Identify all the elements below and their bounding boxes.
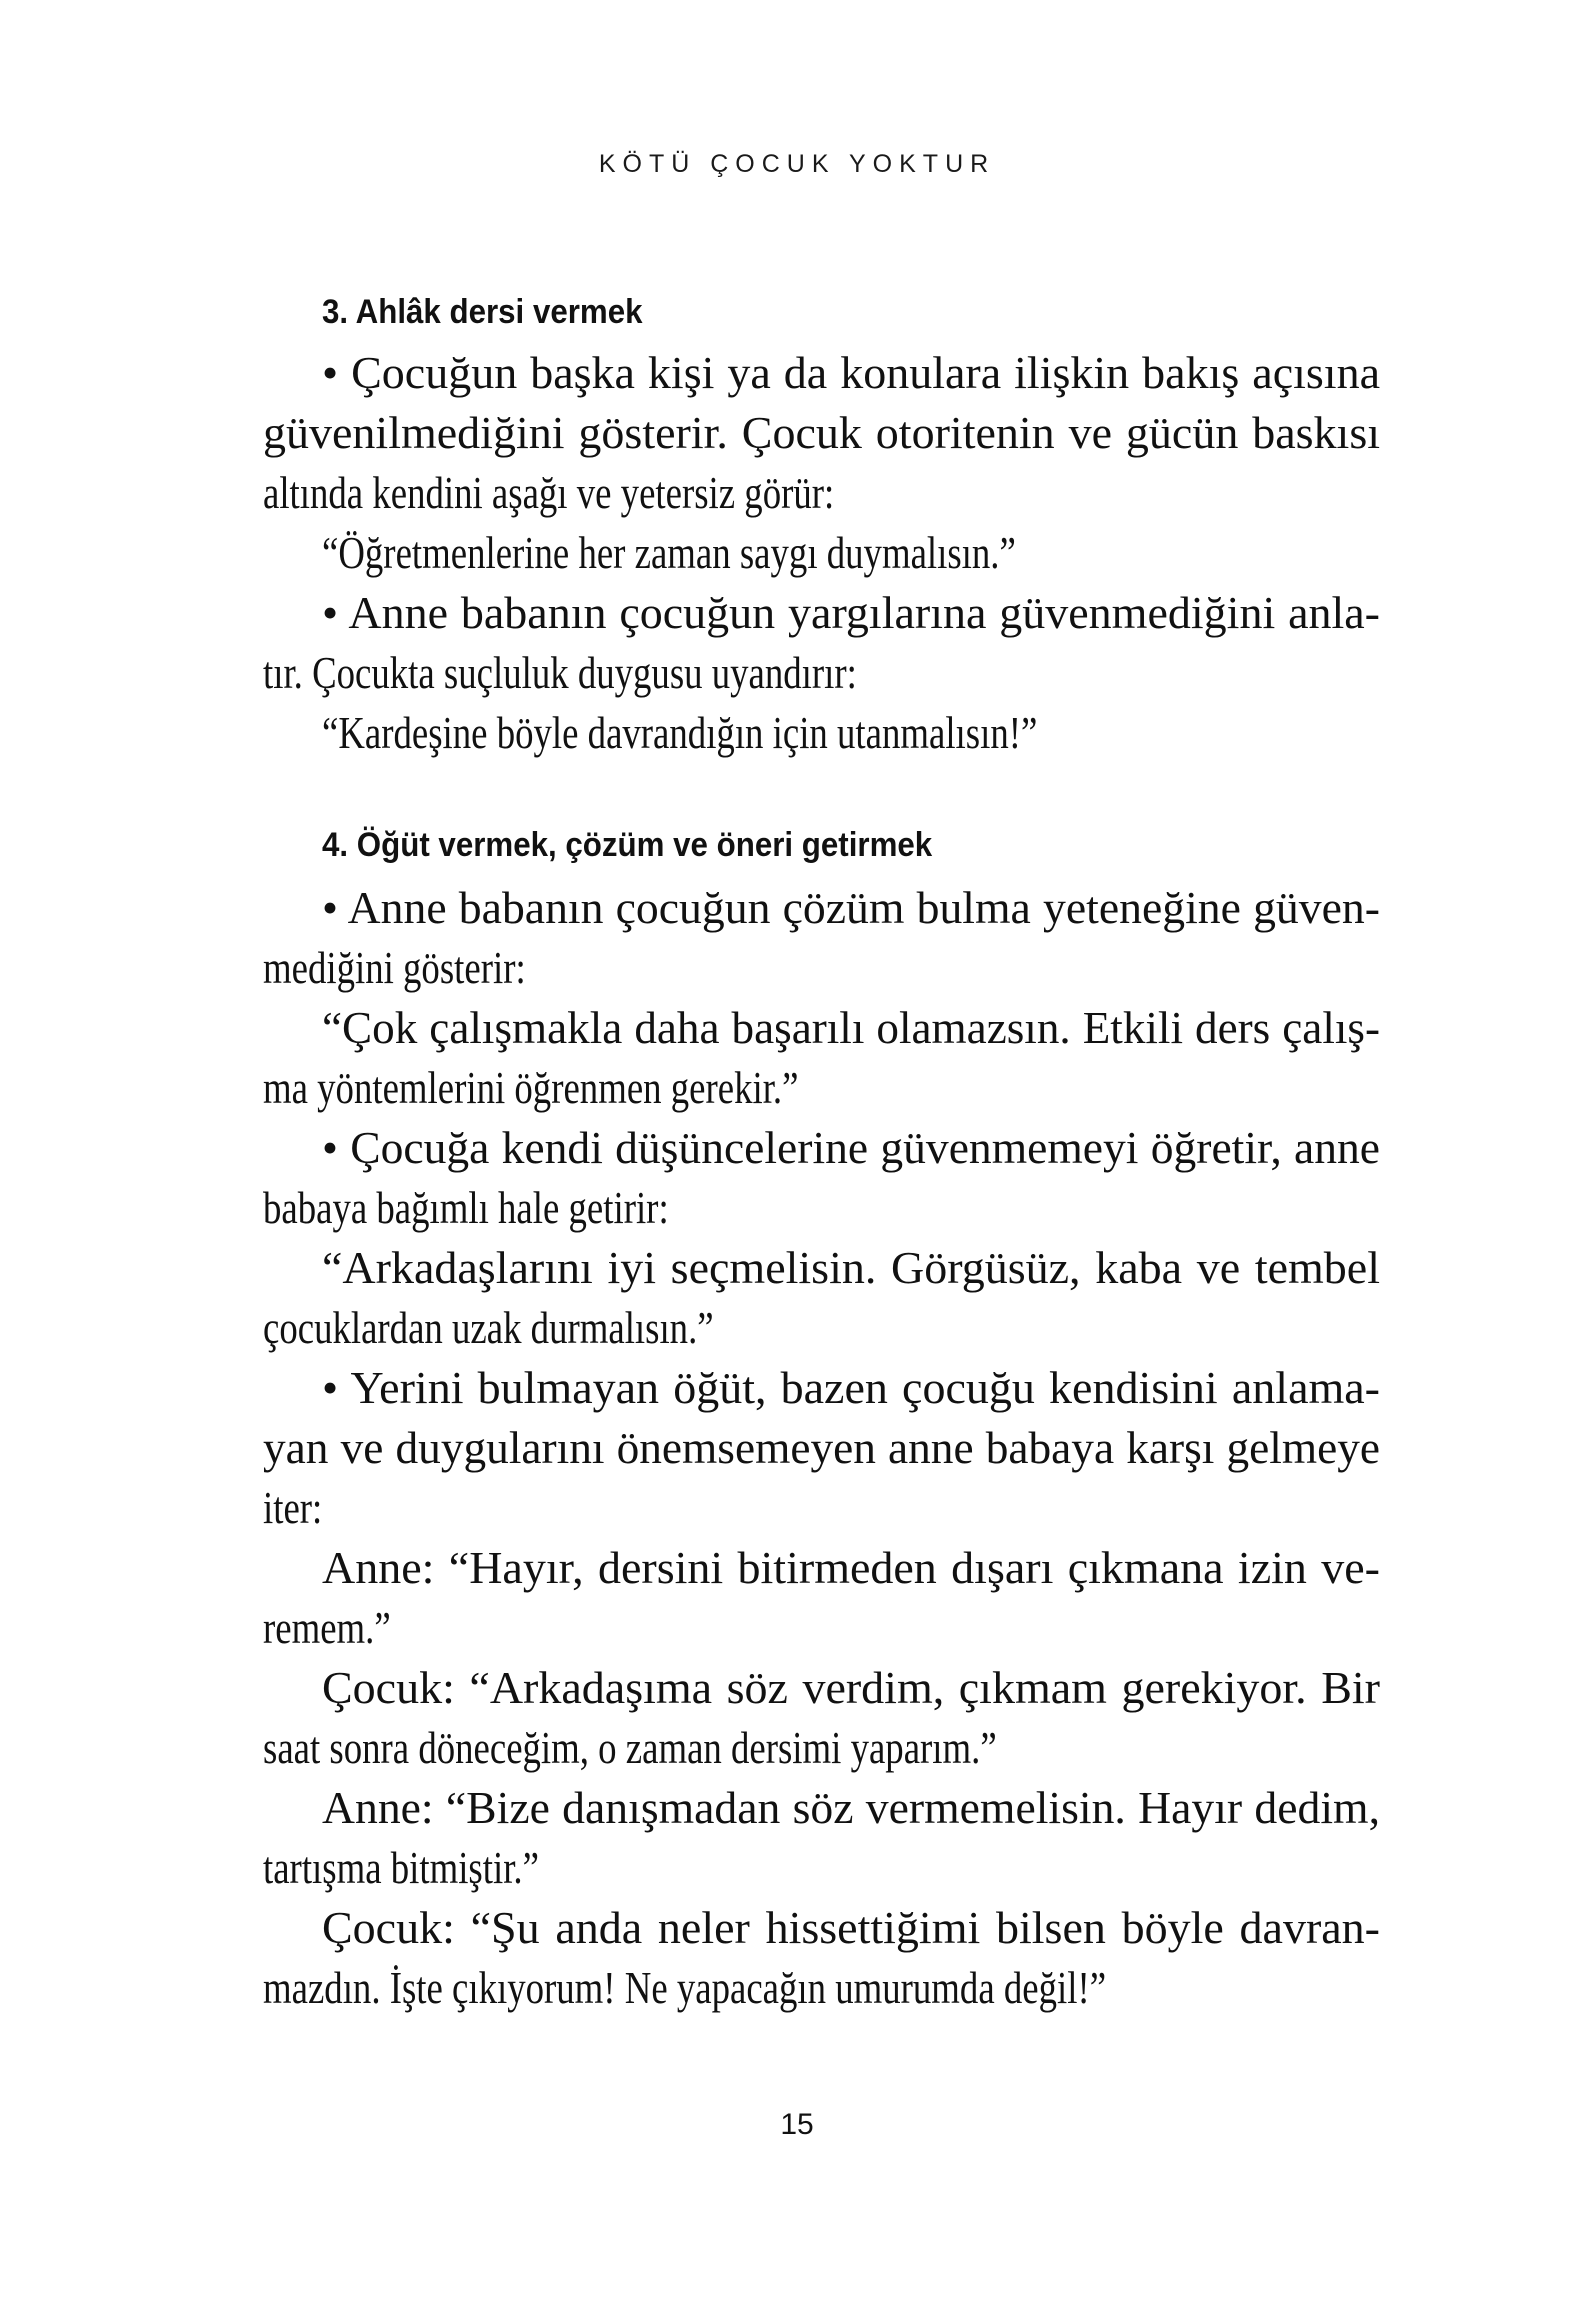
text-line <box>263 645 1380 701</box>
text-line-content: tartışma bitmiştir.” <box>263 1842 539 1893</box>
text-line <box>263 1600 1380 1656</box>
text-line <box>263 405 1380 461</box>
text-line <box>263 1060 1380 1116</box>
text-line-content: Çocuk: “Şu anda neler hissettiğimi bilsen böyle davran- <box>322 1902 1380 1953</box>
text-line-content: altında kendini aşağı ve yetersiz görür: <box>263 467 835 518</box>
text-line <box>322 1780 1380 1836</box>
text-line-content: • Çocuğun başka kişi ya da konulara ilişkin bakış açısına <box>322 347 1380 398</box>
text-line-content: “Öğretmenlerine her zaman saygı duymalısın.” <box>322 527 1016 578</box>
text-line <box>322 1000 1380 1056</box>
text-line <box>263 1180 1380 1236</box>
text-line <box>322 880 1380 936</box>
section-heading: 4. Öğüt vermek, çözüm ve öneri getirmek <box>322 826 933 864</box>
text-line-content: tır. Çocukta suçluluk duygusu uyandırır: <box>263 647 857 698</box>
text-line-content: çocuklardan uzak durmalısın.” <box>263 1302 714 1353</box>
text-line <box>263 1300 1380 1356</box>
page-number: 15 <box>780 2108 814 2141</box>
text-line-content: • Anne babanın çocuğun çözüm bulma yeteneğine güven- <box>322 882 1380 933</box>
text-line <box>322 1660 1380 1716</box>
running-header: KÖTÜ ÇOCUK YOKTUR <box>598 150 996 178</box>
text-line <box>322 1120 1380 1176</box>
text-line <box>322 345 1380 401</box>
text-line-content: Anne: “Hayır, dersini bitirmeden dışarı çıkmana izin ve- <box>322 1542 1380 1593</box>
text-line-content: • Çocuğa kendi düşüncelerine güvenmemeyi öğretir, anne <box>322 1122 1380 1173</box>
text-line-content: “Kardeşine böyle davrandığın için utanmalısın!” <box>322 707 1038 758</box>
text-line <box>263 1480 1380 1536</box>
text-line-content: saat sonra döneceğim, o zaman dersimi yaparım.” <box>263 1722 997 1773</box>
text-line <box>322 1540 1380 1596</box>
text-line <box>263 1840 1380 1896</box>
text-line-content: ma yöntemlerini öğrenmen gerekir.” <box>263 1062 799 1113</box>
text-line-content: iter: <box>263 1482 323 1533</box>
text-line <box>322 585 1380 641</box>
text-line-content: • Yerini bulmayan öğüt, bazen çocuğu kendisini anlama- <box>322 1362 1380 1413</box>
section-heading: 3. Ahlâk dersi vermek <box>322 293 643 331</box>
text-line-content: mediğini gösterir: <box>263 942 526 993</box>
text-line <box>322 1240 1380 1296</box>
text-line <box>322 1900 1380 1956</box>
text-line-content: yan ve duygularını önemsemeyen anne babaya karşı gelmeye <box>263 1422 1380 1473</box>
text-line <box>322 705 1380 761</box>
text-line-content: Anne: “Bize danışmadan söz vermemelisin. Hayır dedim, <box>322 1782 1380 1833</box>
text-line <box>263 940 1380 996</box>
text-line <box>263 1720 1380 1776</box>
text-line <box>263 1420 1380 1476</box>
text-line <box>322 1360 1380 1416</box>
text-line-content: güvenilmediğini gösterir. Çocuk otoritenin ve gücün baskısı <box>263 407 1380 458</box>
text-line <box>322 525 1380 581</box>
text-line-content: mazdın. İşte çıkıyorum! Ne yapacağın umurumda değil!” <box>263 1962 1107 2013</box>
text-line-content: “Çok çalışmakla daha başarılı olamazsın. Etkili ders çalış- <box>322 1002 1380 1053</box>
text-line-content: • Anne babanın çocuğun yargılarına güvenmediğini anla- <box>322 587 1380 638</box>
text-line-content: “Arkadaşlarını iyi seçmelisin. Görgüsüz, kaba ve tembel <box>322 1242 1380 1293</box>
text-line <box>263 465 1380 521</box>
text-line <box>263 1960 1380 2016</box>
text-line-content: babaya bağımlı hale getirir: <box>263 1182 669 1233</box>
text-line-content: Çocuk: “Arkadaşıma söz verdim, çıkmam gerekiyor. Bir <box>322 1662 1380 1713</box>
text-line-content: remem.” <box>263 1602 391 1653</box>
